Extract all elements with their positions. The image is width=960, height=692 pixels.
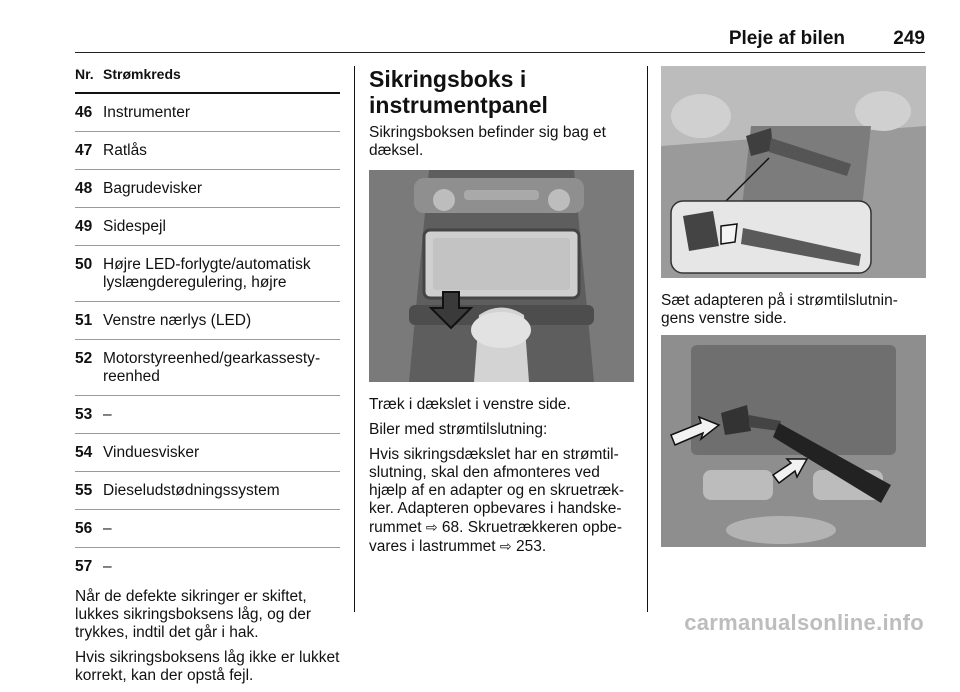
adapter-text-c: . <box>541 538 547 555</box>
paragraph-intro: Sikringsboksen befinder sig bag et dæksel. <box>369 124 606 159</box>
fuse-table-body <box>75 104 340 576</box>
paragraph-pull-cover: Træk i dækslet i venstre side. <box>369 396 571 413</box>
watermark: carmanualsonline.info <box>684 610 924 635</box>
table-row <box>75 218 340 236</box>
table-row <box>75 558 340 576</box>
row-separator <box>75 339 340 340</box>
table-row <box>75 104 340 122</box>
fuse-table-header <box>75 66 340 92</box>
row-separator <box>75 547 340 548</box>
section-heading: Sikringsboks i instrumentpanel <box>369 66 548 118</box>
circuit-name: Instrumenter <box>103 104 191 121</box>
paragraph-adapter <box>369 446 634 556</box>
column-divider <box>354 66 355 612</box>
page-ref-icon: ⇨ <box>425 519 438 535</box>
page-ref-link[interactable]: 253 <box>515 538 542 555</box>
fuse-number: 49 <box>75 218 93 235</box>
row-separator <box>75 471 340 472</box>
row-separator <box>75 509 340 510</box>
fuse-number: 51 <box>75 312 93 329</box>
row-separator <box>75 207 340 208</box>
circuit-name: – <box>103 406 112 423</box>
circuit-name: Venstre nærlys (LED) <box>103 312 252 329</box>
table-row <box>75 180 340 198</box>
paragraph-attach-adapter: Sæt adapteren på i strømtilslutningens venstre side. <box>661 292 898 327</box>
row-separator <box>75 301 340 302</box>
row-separator <box>75 131 340 132</box>
table-row <box>75 350 340 386</box>
circuit-name: – <box>103 558 112 575</box>
fuse-number: 46 <box>75 104 93 121</box>
table-row <box>75 256 340 292</box>
page-ref-icon: ⇨ <box>499 538 512 554</box>
table-row <box>75 482 340 500</box>
instrument-panel-section <box>369 66 634 563</box>
page-header <box>75 28 925 58</box>
page-ref-link[interactable]: 68 <box>441 519 460 536</box>
fuse-number: 53 <box>75 406 93 423</box>
circuit-name: – <box>103 520 112 537</box>
row-separator <box>75 433 340 434</box>
screwdriver-illustration <box>661 335 926 547</box>
fuse-number: 55 <box>75 482 93 499</box>
table-header-rule <box>75 92 340 94</box>
circuit-name: Ratlås <box>103 142 147 159</box>
table-row <box>75 312 340 330</box>
header-rule <box>75 52 925 53</box>
fuse-number: 56 <box>75 520 93 537</box>
paragraph-lid-warning: Hvis sikringsboksens låg ikke er lukket korrekt, kan der opstå fejl. <box>75 649 340 684</box>
page-number: 249 <box>893 28 925 49</box>
page-title: Pleje af bilen <box>728 28 845 49</box>
circuit-name: Motorstyreenhed/gearkassestyreenhed <box>103 350 321 385</box>
fuse-number: 47 <box>75 142 93 159</box>
column-divider <box>647 66 648 612</box>
circuit-name: Højre LED-forlygte/automatisk lyslængderegulering, højre <box>103 256 311 291</box>
fuse-cover-illustration <box>369 170 634 382</box>
fuse-number: 54 <box>75 444 93 461</box>
paragraph-close-lid: Når de defekte sikringer er skiftet, lukkes sikringsboksens låg, og der trykkes, indtil det går i hak. <box>75 588 312 641</box>
fuse-table-column <box>75 66 340 692</box>
row-separator <box>75 245 340 246</box>
table-row <box>75 142 340 160</box>
circuit-name: Bagrudevisker <box>103 180 203 197</box>
col-circuit-header: Strømkreds <box>103 66 181 82</box>
row-separator <box>75 395 340 396</box>
table-row <box>75 520 340 538</box>
table-row <box>75 444 340 462</box>
fuse-number: 52 <box>75 350 93 367</box>
col-nr-header: Nr. <box>75 66 94 82</box>
fuse-number: 48 <box>75 180 93 197</box>
fuse-number: 50 <box>75 256 93 273</box>
circuit-name: Vinduesvisker <box>103 444 200 461</box>
adapter-illustration <box>661 66 926 278</box>
paragraph-power-socket: Biler med strømtilslutning: <box>369 421 548 438</box>
fuse-number: 57 <box>75 558 93 575</box>
row-separator <box>75 169 340 170</box>
adapter-text-a: Hvis sikringsdækslet har en strømtilslutning, skal den afmonteres ved hjælp af en adapter og en skruetrækker. Adapteren opbevares i handskerummet <box>369 446 625 536</box>
circuit-name: Dieseludstødningssystem <box>103 482 280 499</box>
table-row <box>75 406 340 424</box>
adapter-text-b: . Skruetrækkeren opbevares i lastrummet <box>369 519 622 555</box>
circuit-name: Sidespejl <box>103 218 166 235</box>
adapter-section <box>661 66 926 547</box>
